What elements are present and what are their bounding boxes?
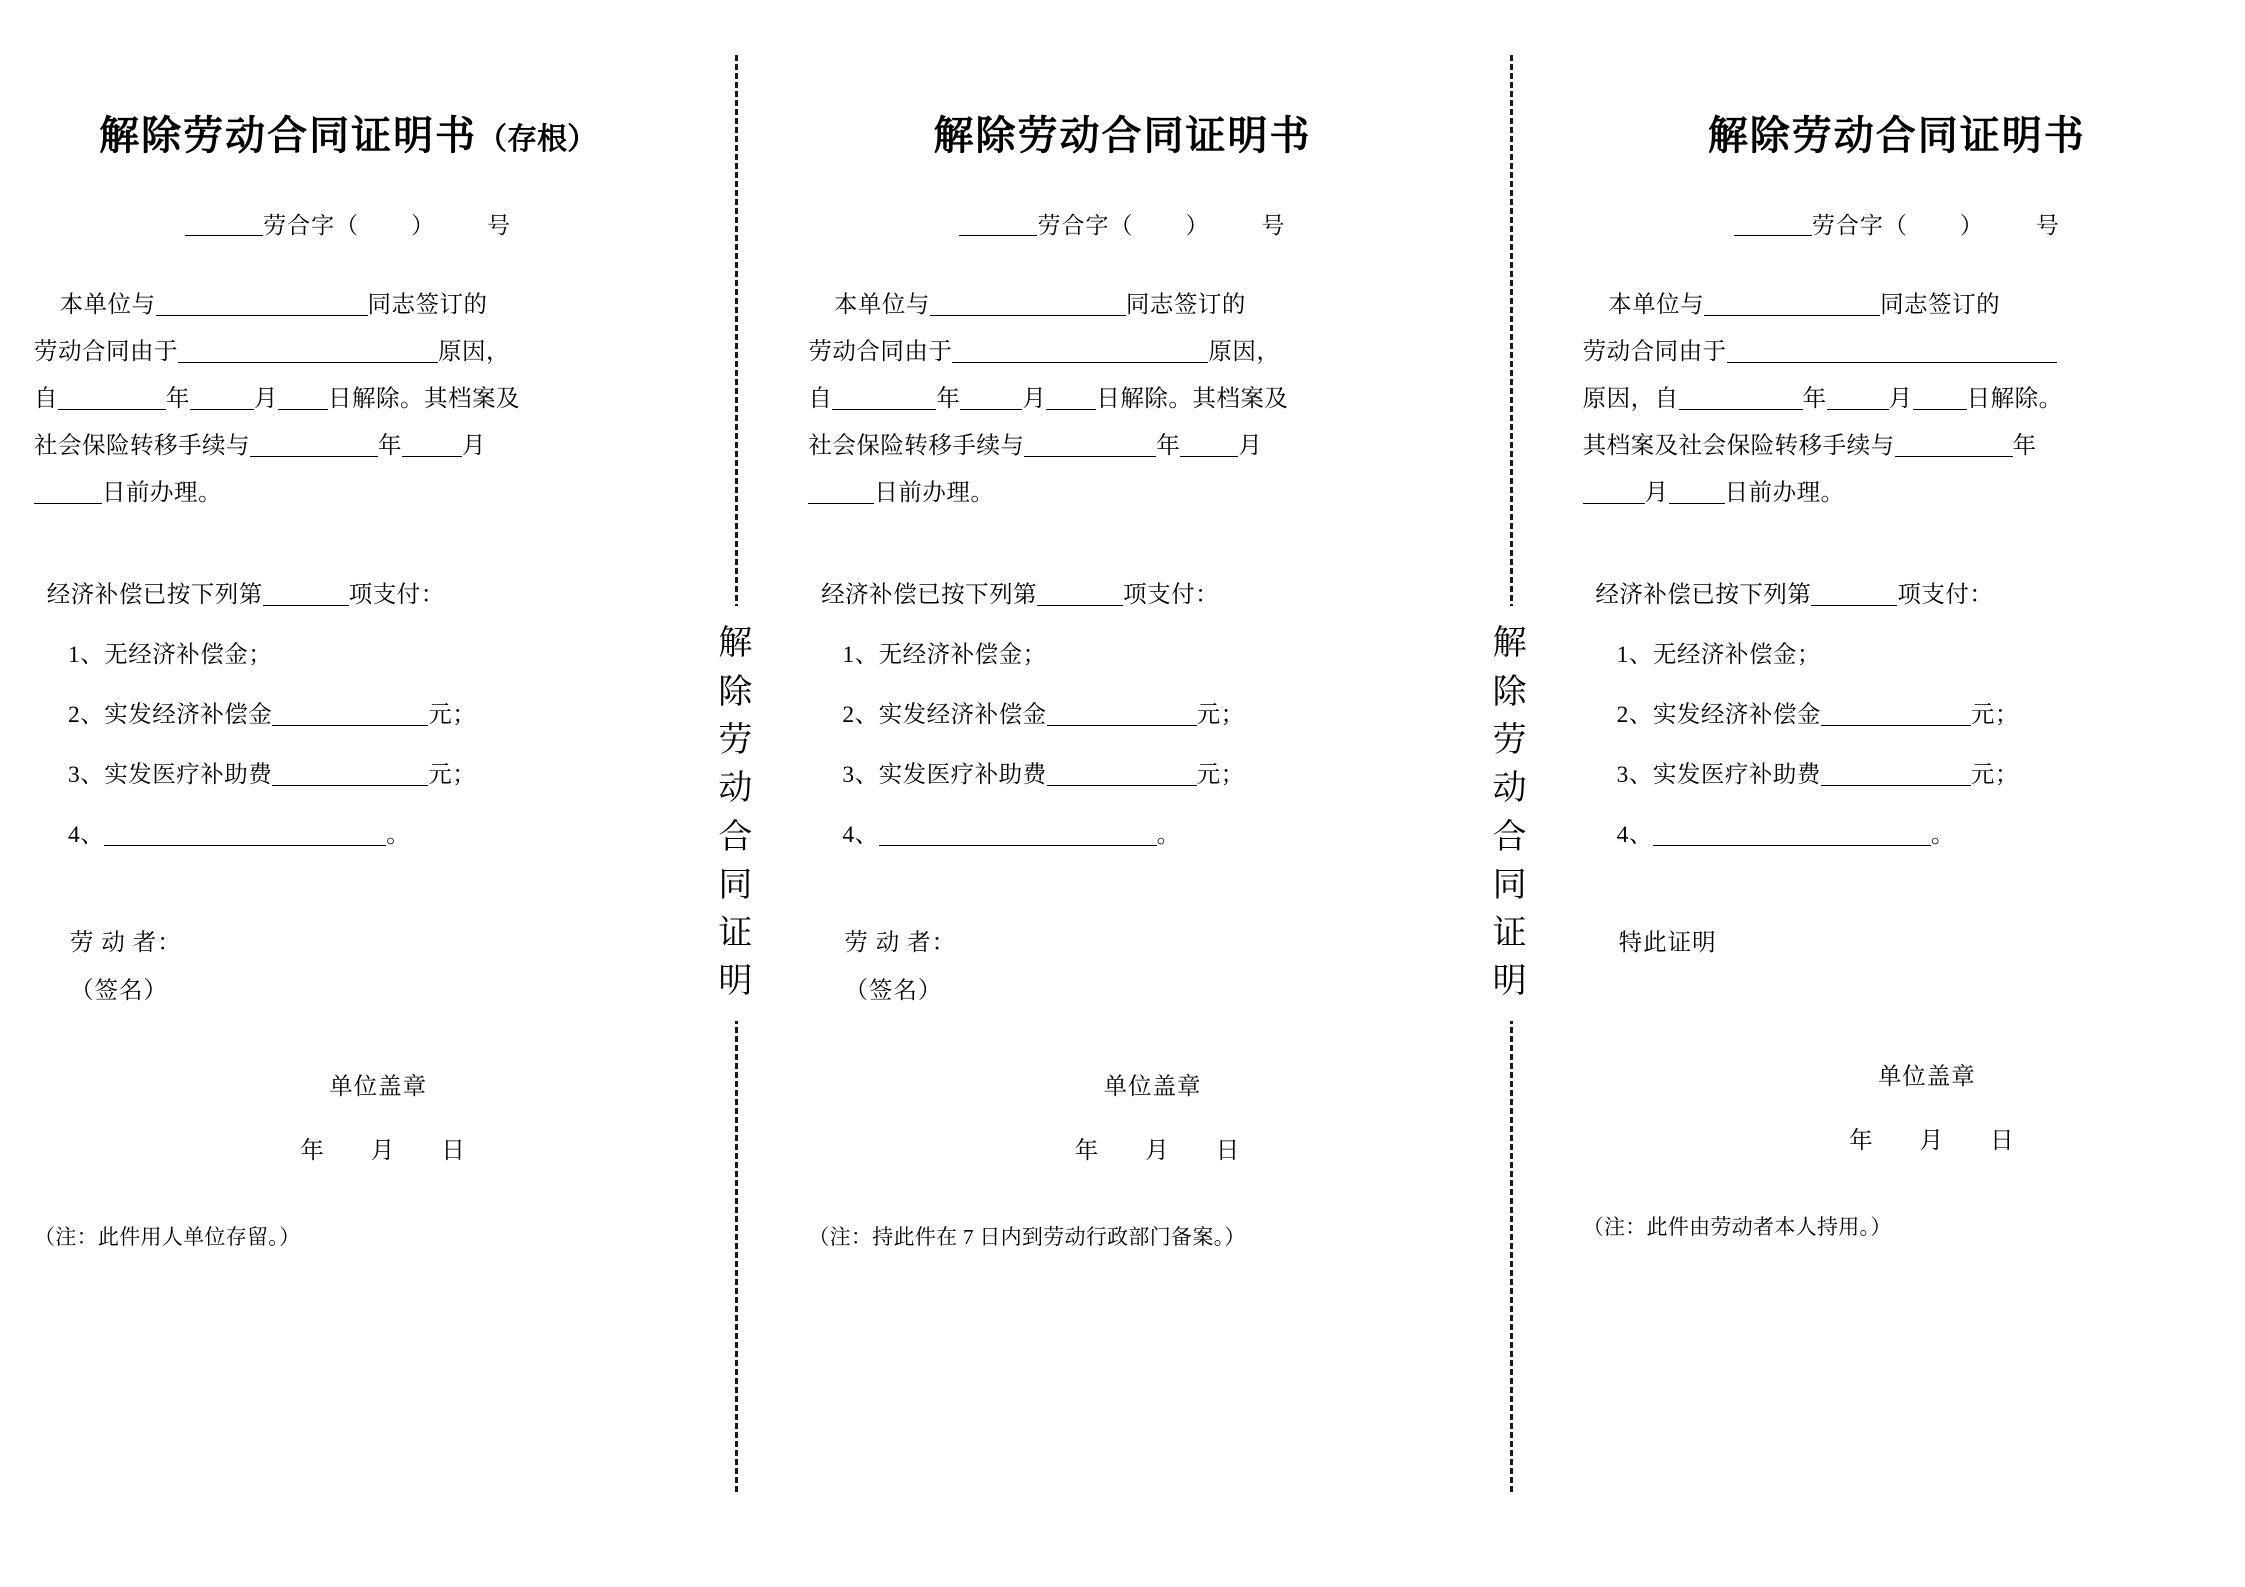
body-text-8: 其档案及社会保险转移手续与 [1582, 433, 1895, 459]
signer-sub-label: （签名） [70, 978, 168, 1004]
doc-number-prefix: 劳合字（ [1037, 213, 1134, 238]
date-line-worker [1583, 1121, 2211, 1155]
footnote-stub: （注：此件用人单位存留。） [34, 1225, 301, 1249]
body-text-5: 自 [808, 386, 833, 412]
blank-month-2[interactable] [1583, 503, 1645, 504]
copy-stub [0, 0, 696, 1587]
body-text-1: 本单位与 [1608, 292, 1705, 318]
body-text-8: 日解除。其档案及 [1096, 386, 1289, 412]
blank-reason[interactable] [178, 362, 438, 363]
body-line-2 [1583, 329, 2211, 376]
body-line-5 [1583, 470, 2211, 517]
comp-head-before: 经济补偿已按下列第 [1595, 582, 1812, 608]
item-label-4: 4、 [68, 822, 105, 848]
body-text-11: 月 [462, 433, 486, 459]
doc-number-suffix: ） [1959, 213, 1984, 238]
body-line-2 [34, 329, 662, 376]
blank-transfer[interactable] [250, 456, 378, 457]
item-label-1: 1、无经济补偿金； [1616, 642, 1821, 668]
body-text-10: 年 [1156, 433, 1181, 459]
date-line-stub [34, 1131, 662, 1165]
body-line-4 [1583, 423, 2211, 470]
date-year: 年 [1849, 1128, 1874, 1154]
body-text-12: 日前办理。 [874, 480, 995, 506]
body-text-6: 年 [166, 386, 190, 412]
blank-employee-name[interactable] [930, 315, 1126, 316]
blank-month-1[interactable] [190, 409, 254, 410]
item-unit-2: 元； [428, 702, 477, 728]
blank-other[interactable] [1653, 845, 1931, 846]
item-unit-4: 。 [386, 822, 411, 848]
body-text-4: 原因， [438, 339, 510, 365]
blank-transfer[interactable] [1024, 456, 1156, 457]
blank-amount-compensation[interactable] [272, 725, 428, 726]
blank-day-1[interactable] [1913, 409, 1967, 410]
body-text-8: 日解除。其档案及 [328, 386, 520, 412]
body-text-3: 劳动合同由于 [808, 339, 953, 365]
divider-vertical-text-right: 解除劳动合同证明 [1488, 606, 1532, 1020]
body-text-1: 本单位与 [833, 292, 930, 318]
item-label-3: 3、实发医疗补助费 [842, 762, 1047, 788]
doc-number-worker [1583, 207, 2211, 240]
title-suffix: （存根） [477, 123, 598, 156]
blank-other[interactable] [879, 845, 1157, 846]
item-label-2: 2、实发经济补偿金 [68, 702, 273, 728]
footnote-worker: （注：此件由劳动者本人持用。） [1582, 1215, 1892, 1239]
item-unit-3: 元； [1970, 762, 2019, 788]
list-item [34, 755, 662, 789]
title-text: 解除劳动合同证明书 [1707, 113, 2086, 158]
comp-head-after: 项支付： [1897, 582, 1994, 608]
blank-amount-compensation[interactable] [1821, 725, 1971, 726]
date-line-filing [808, 1131, 1436, 1165]
date-year: 年 [300, 1138, 325, 1164]
blank-year-1[interactable] [58, 409, 166, 410]
date-day: 日 [441, 1138, 466, 1164]
body-paragraph-worker [1583, 282, 2211, 517]
blank-day-2[interactable] [1669, 503, 1725, 504]
body-text-10: 年 [378, 433, 402, 459]
blank-employee-name[interactable] [1704, 315, 1880, 316]
list-item [1583, 815, 2211, 849]
compensation-heading-stub [34, 575, 662, 609]
list-item [34, 815, 662, 849]
copy-worker [1549, 0, 2245, 1587]
item-label-2: 2、实发经济补偿金 [842, 702, 1047, 728]
blank-transfer[interactable] [1895, 456, 2013, 457]
blank-month-1[interactable] [1827, 409, 1889, 410]
item-label-3: 3、实发医疗补助费 [1616, 762, 1821, 788]
doc-number-filing [808, 207, 1436, 240]
item-unit-3: 元； [428, 762, 477, 788]
blank-day-1[interactable] [1046, 409, 1096, 410]
comp-head-before: 经济补偿已按下列第 [821, 582, 1038, 608]
body-text-3: 劳动合同由于 [34, 339, 178, 365]
body-line-1 [1583, 282, 2211, 329]
list-item [34, 695, 662, 729]
body-paragraph-stub [34, 282, 662, 517]
blank-other[interactable] [104, 845, 386, 846]
blank-day-1[interactable] [278, 409, 328, 410]
body-text-6: 月 [1888, 386, 1913, 412]
list-item [1583, 635, 2211, 669]
blank-month-2[interactable] [1180, 456, 1238, 457]
list-item [808, 695, 1436, 729]
body-text-7: 日解除。 [1966, 386, 2063, 412]
title-text: 解除劳动合同证明书 [99, 113, 478, 158]
blank-item-number[interactable] [1811, 605, 1897, 606]
doc-number-prefix: 劳合字（ [1811, 213, 1908, 238]
blank-item-number[interactable] [1037, 605, 1123, 606]
doc-number-blank[interactable] [185, 235, 263, 236]
body-line-5 [34, 470, 662, 517]
signer-block-stub [34, 923, 662, 1005]
body-text-4: 原因， [1208, 339, 1281, 365]
body-text-4: 原因，自 [1582, 386, 1679, 412]
body-line-5 [808, 470, 1436, 517]
stamp-label-filing: 单位盖章 [1103, 1074, 1202, 1100]
compensation-items-stub [34, 635, 662, 849]
signer-sub-label: （签名） [844, 978, 943, 1004]
compensation-heading-filing [808, 575, 1436, 609]
copy-filing [774, 0, 1470, 1587]
signer-block-filing [808, 923, 1436, 1005]
body-text-11: 月 [1238, 433, 1263, 459]
footnote-filing: （注：持此件在 7 日内到劳动行政部门备案。） [808, 1225, 1246, 1249]
compensation-heading-worker [1583, 575, 2211, 609]
body-text-1: 本单位与 [59, 292, 156, 318]
blank-month-2[interactable] [402, 456, 462, 457]
item-unit-2: 元； [1970, 702, 2019, 728]
date-month: 月 [370, 1138, 396, 1164]
comp-head-before: 经济补偿已按下列第 [46, 582, 263, 608]
divider-left [696, 0, 774, 1587]
divider-vertical-text-left: 解除劳动合同证明 [713, 606, 757, 1020]
body-line-4 [34, 423, 662, 470]
item-unit-3: 元； [1196, 762, 1245, 788]
body-line-3 [1583, 376, 2211, 423]
body-text-9: 社会保险转移手续与 [34, 433, 250, 459]
stamp-label-worker: 单位盖章 [1877, 1064, 1976, 1090]
body-text-6: 年 [936, 386, 961, 412]
page-title-worker [1583, 104, 2211, 161]
body-line-1 [34, 282, 662, 329]
body-text-5: 自 [34, 386, 58, 412]
body-text-9: 年 [2012, 433, 2037, 459]
item-label-1: 1、无经济补偿金； [68, 642, 273, 668]
certify-block-worker [1583, 923, 2211, 957]
item-label-4: 4、 [842, 822, 879, 848]
blank-month-1[interactable] [960, 409, 1022, 410]
body-text-3: 劳动合同由于 [1582, 339, 1727, 365]
blank-employee-name[interactable] [156, 315, 368, 316]
doc-number-prefix: 劳合字（ [263, 213, 360, 238]
blank-year-1[interactable] [832, 409, 936, 410]
item-label-1: 1、无经济补偿金； [842, 642, 1047, 668]
date-month: 月 [1145, 1138, 1170, 1164]
blank-amount-medical[interactable] [1821, 785, 1971, 786]
blank-reason[interactable] [1727, 362, 2057, 363]
body-text-2: 同志签订的 [1125, 292, 1246, 318]
list-item [808, 755, 1436, 789]
item-label-3: 3、实发医疗补助费 [68, 762, 273, 788]
date-day: 日 [1990, 1128, 2015, 1154]
blank-day-2[interactable] [34, 503, 102, 504]
blank-amount-compensation[interactable] [1047, 725, 1197, 726]
body-text-2: 同志签订的 [367, 292, 488, 318]
doc-number-blank[interactable] [959, 235, 1037, 236]
signer-label: 劳 动 者： [70, 930, 182, 956]
item-label-4: 4、 [1616, 822, 1653, 848]
body-line-2 [808, 329, 1436, 376]
item-unit-4: 。 [1930, 822, 1955, 848]
item-unit-4: 。 [1156, 822, 1181, 848]
body-paragraph-filing [808, 282, 1436, 517]
date-day: 日 [1215, 1138, 1241, 1164]
blank-amount-medical[interactable] [1047, 785, 1197, 786]
compensation-items-filing [808, 635, 1436, 849]
doc-number-unit: 号 [487, 213, 512, 238]
body-text-5: 年 [1802, 386, 1827, 412]
signer-label: 劳 动 者： [844, 930, 957, 956]
body-text-7: 月 [254, 386, 278, 412]
doc-number-suffix: ） [1185, 213, 1210, 238]
doc-number-suffix: ） [411, 213, 436, 238]
list-item [1583, 755, 2211, 789]
list-item [808, 815, 1436, 849]
blank-year-1[interactable] [1679, 409, 1803, 410]
certify-label: 特此证明 [1618, 930, 1717, 956]
doc-number-unit: 号 [2035, 213, 2060, 238]
blank-day-2[interactable] [808, 503, 874, 504]
body-text-2: 同志签订的 [1880, 292, 2001, 318]
blank-amount-medical[interactable] [272, 785, 428, 786]
comp-head-after: 项支付： [348, 582, 445, 608]
blank-reason[interactable] [952, 362, 1208, 363]
stamp-label-stub: 单位盖章 [329, 1074, 428, 1100]
item-label-2: 2、实发经济补偿金 [1616, 702, 1821, 728]
blank-item-number[interactable] [263, 605, 349, 606]
list-item [808, 635, 1436, 669]
body-text-11: 日前办理。 [1724, 480, 1845, 506]
date-month: 月 [1919, 1128, 1945, 1154]
body-line-1 [808, 282, 1436, 329]
body-line-4 [808, 423, 1436, 470]
list-item [34, 635, 662, 669]
list-item [1583, 695, 2211, 729]
body-text-12: 日前办理。 [102, 480, 222, 506]
body-text-9: 社会保险转移手续与 [808, 433, 1025, 459]
doc-number-stub [34, 207, 662, 240]
doc-number-unit: 号 [1261, 213, 1286, 238]
title-text: 解除劳动合同证明书 [933, 113, 1312, 158]
item-unit-2: 元； [1196, 702, 1245, 728]
body-text-7: 月 [1022, 386, 1047, 412]
page-title-stub [34, 104, 662, 161]
body-line-3 [808, 376, 1436, 423]
comp-head-after: 项支付： [1123, 582, 1220, 608]
compensation-items-worker [1583, 635, 2211, 849]
page-title-filing [808, 104, 1436, 161]
divider-right [1471, 0, 1549, 1587]
body-text-10: 月 [1644, 480, 1669, 506]
date-year: 年 [1074, 1138, 1100, 1164]
body-line-3 [34, 376, 662, 423]
doc-number-blank[interactable] [1734, 235, 1812, 236]
